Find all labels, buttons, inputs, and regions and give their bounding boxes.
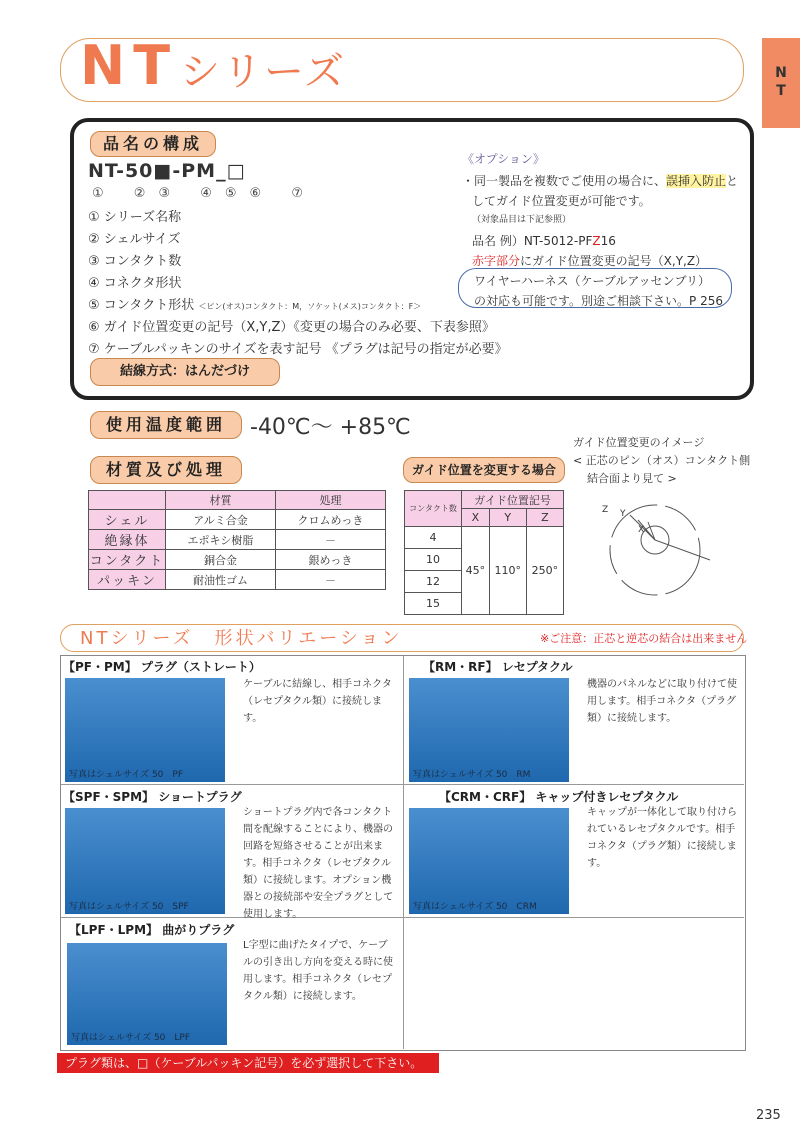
option-line (472, 232, 616, 249)
guide-position-diagram (600, 500, 720, 610)
guide-symbol: Y (489, 509, 526, 527)
guide-contacts: 15 (405, 593, 462, 615)
photo-caption: 写真はシェルサイズ 50 PF (69, 770, 184, 780)
guide-label: ガイド位置を変更する場合 (403, 457, 565, 483)
option-line (472, 252, 707, 269)
option-oval (458, 268, 732, 308)
cell-material: アルミ合金 (166, 510, 276, 530)
option-text: と (726, 174, 739, 188)
material-header-empty (89, 491, 166, 510)
cell-material: 銅合金 (166, 550, 276, 570)
diagram-label: Z (602, 505, 609, 515)
pn-item: ⑥ ガイド位置変更の記号（X,Y,Z）《変更の場合のみ必要、下表参照》 (88, 320, 495, 335)
title-series: シリーズ (180, 49, 346, 95)
cell-treatment: クロムめっき (276, 510, 386, 530)
variation-title: 【CRM・CRF】 キャップ付きレセプタクル (439, 790, 679, 804)
guide-symbol: Z (526, 509, 563, 527)
option-text: ・同一製品を複数でご使用の場合に、 (462, 174, 667, 188)
variation-desc: L字型に曲げたタイプで、ケーブルの引き出し方向を変える時に使用します。相手コネクタ（レセプタクル類）に接続します。 (243, 940, 393, 1002)
variations-note: ※ご注意：正芯と逆芯の結合は出来ません (540, 632, 748, 645)
product-photo (65, 678, 225, 782)
product-photo (65, 808, 225, 914)
guide-contacts: 12 (405, 571, 462, 593)
guide-table (404, 490, 564, 615)
cell-material: エポキシ樹脂 (166, 530, 276, 550)
photo-caption: 写真はシェルサイズ 50 RM (413, 770, 531, 780)
guide-angle: 110° (489, 527, 526, 615)
pn-item: ① シリーズ名称 (88, 210, 182, 225)
variation-cell (61, 656, 404, 785)
table-row (89, 550, 386, 570)
product-photo (409, 808, 569, 914)
variation-desc: ケーブルに結線し、相手コネクタ（レセプタクル類）に接続します。 (243, 679, 392, 724)
side-tab-letter: N (775, 65, 787, 81)
guide-col-contacts: コンタクト数 (405, 491, 462, 527)
material-table (88, 490, 386, 590)
variation-title: 【PF・PM】 プラグ（ストレート） (63, 660, 261, 674)
variations-title: NTシリーズ 形状バリエーション (80, 628, 403, 649)
option-text: にガイド位置変更の記号（X,Y,Z） (520, 254, 708, 268)
diagram-line (655, 540, 710, 560)
option-line: してガイド位置変更が可能です。 (472, 194, 651, 208)
title-nt: NT (80, 34, 179, 97)
photo-caption: 写真はシェルサイズ 50 SPF (69, 902, 189, 912)
variation-title: 【SPF・SPM】 ショートプラグ (63, 790, 242, 804)
product-photo (409, 678, 569, 782)
guide-contacts: 10 (405, 549, 462, 571)
side-index-tab[interactable] (762, 38, 800, 128)
option-line (462, 172, 738, 189)
option-red: 赤字部分 (472, 254, 521, 268)
table-row (89, 510, 386, 530)
part-name-title: 品名の構成 (90, 131, 216, 157)
photo-caption: 写真はシェルサイズ 50 CRM (413, 902, 537, 912)
pn-item (88, 294, 421, 313)
variation-cell (61, 917, 404, 1049)
guide-angle: 250° (526, 527, 563, 615)
cell-treatment: 銀めっき (276, 550, 386, 570)
guide-image-line: 結合面より見て > (587, 472, 677, 485)
option-red: Z (592, 234, 601, 248)
guide-image-title: ガイド位置変更のイメージ (573, 436, 705, 449)
material-header: 処理 (276, 491, 386, 510)
diagram-label: X (638, 525, 645, 535)
part-name-code: NT-50■-PM_□ (88, 160, 246, 182)
pn-item: ④ コネクタ形状 (88, 276, 182, 291)
side-tab-letter: T (776, 83, 786, 99)
diagram-line (648, 522, 655, 540)
row-name: 絶縁体 (89, 530, 166, 550)
option-line: （対象品目は下記参照） (472, 215, 572, 225)
connection-method: 結線方式：はんだづけ (90, 358, 280, 386)
option-text: 16 (600, 234, 616, 248)
option-highlight: 誤挿入防止 (666, 174, 727, 188)
guide-contacts: 4 (405, 527, 462, 549)
diagram-label: Y (620, 509, 626, 519)
photo-caption: 写真はシェルサイズ 50 LPF (71, 1033, 191, 1043)
pn-item: ⑦ ケーブルパッキンのサイズを表す記号 《プラグは記号の指定が必要》 (88, 342, 508, 357)
guide-image-text (573, 434, 750, 488)
option-line: の対応も可能です。別途ご相談下さい。P 256 (474, 294, 723, 308)
cell-treatment: － (276, 530, 386, 550)
variation-title: 【RM・RF】 レセプタクル (423, 660, 573, 674)
pn-item-label: ⑤ コンタクト形状 (88, 298, 195, 313)
guide-image-line: < 正芯のピン（オス）コンタクト側 (573, 454, 751, 467)
option-text: 品名 例）NT-5012-PF (472, 234, 593, 248)
guide-col-group: ガイド位置記号 (462, 491, 564, 509)
row-name: パッキン (89, 570, 166, 590)
material-header: 材質 (166, 491, 276, 510)
variation-cell (61, 784, 404, 918)
temperature-value: -40℃～ +85℃ (250, 415, 411, 440)
part-name-digits: ① ②③ ④⑤⑥ ⑦ (92, 186, 316, 201)
variations-grid (60, 655, 746, 1051)
option-line: ワイヤーハーネス（ケーブルアッセンブリ） (474, 274, 711, 288)
temperature-label: 使用温度範囲 (90, 411, 242, 439)
row-name: シェル (89, 510, 166, 530)
material-label: 材質及び処理 (90, 456, 242, 484)
product-photo (67, 943, 227, 1045)
pn-item: ③ コンタクト数 (88, 254, 182, 269)
table-row (89, 530, 386, 550)
cell-treatment: － (276, 570, 386, 590)
table-row (89, 570, 386, 590)
variation-cell (403, 656, 744, 785)
variation-desc: 機器のパネルなどに取り付けて使用します。相手コネクタ（プラグ類）に接続します。 (587, 679, 737, 724)
option-title: 《オプション》 (462, 152, 545, 166)
row-name: コンタクト (89, 550, 166, 570)
guide-symbol: X (462, 509, 490, 527)
notice-banner: プラグ類は、□（ケーブルパッキン記号）を必ず選択して下さい。 (57, 1053, 439, 1073)
pn-item-note: ＜ピン(オス)コンタクト：M，ソケット(メス)コンタクト：F＞ (198, 302, 422, 311)
variation-desc: キャップが一体化して取り付けられているレセプタクルです。相手コネクタ（プラグ類）に接続します。 (587, 807, 737, 869)
variation-desc: ショートプラグ内で各コンタクト間を配線することにより、機器の回路を短絡させることが出来ます。相手コネクタ（レセプタクル類）に接続します。オプション機器との接続部や安全プラグとして使用します。 (243, 807, 394, 920)
variation-title: 【LPF・LPM】 曲がりプラグ (69, 923, 235, 937)
cell-material: 耐油性ゴム (166, 570, 276, 590)
guide-angle: 45° (462, 527, 490, 615)
pn-item: ② シェルサイズ (88, 232, 181, 247)
page-number: 235 (756, 1108, 781, 1123)
variation-cell (403, 784, 744, 918)
